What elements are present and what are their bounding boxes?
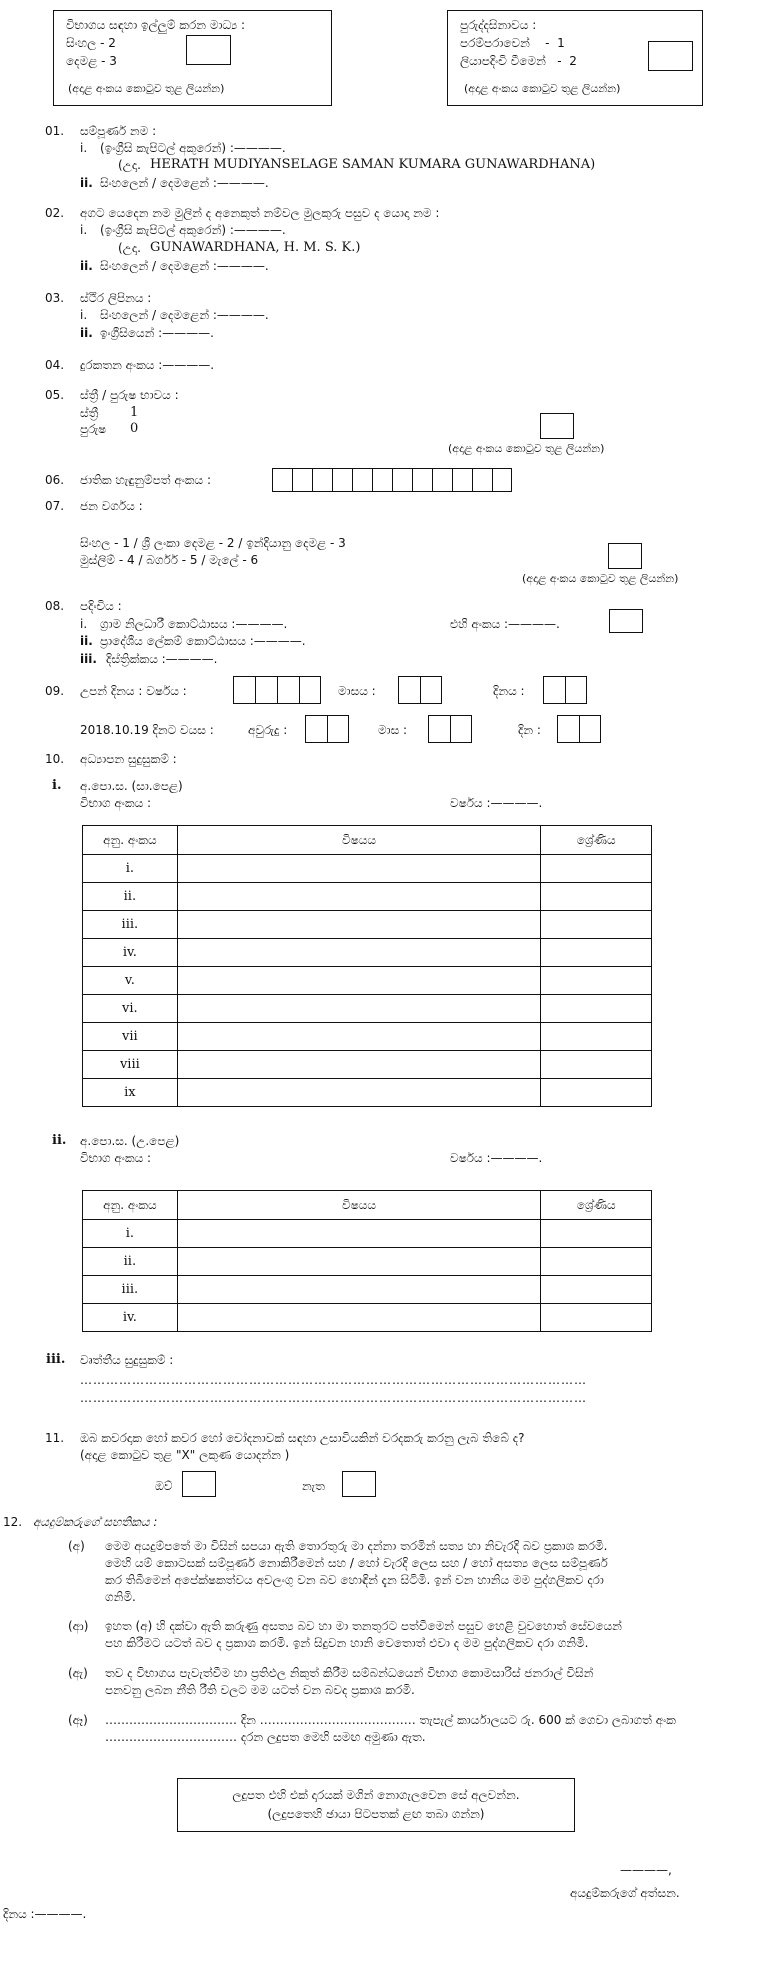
- q09-month-label: මාසය :: [338, 684, 376, 698]
- q12-a-line-3: කර තිබීමෙන් අපේක්ෂකත්වය අවලංගු වන බව හොඳින් දැන සිටිමි. ඉන් වන හානිය මම පුද්ගලිකව දරා: [105, 1573, 604, 1587]
- q01-i-text[interactable]: (ඉංග්‍රීසි කැපිටල් අකුරෙන්) :————.: [100, 141, 286, 155]
- q05-female-label: ස්ත්‍රී: [80, 406, 99, 420]
- table-row: [83, 1248, 652, 1276]
- q05-input-box[interactable]: [540, 413, 574, 439]
- al-results-table: [82, 1190, 652, 1332]
- q02-ii-mark: ii.: [80, 259, 93, 273]
- ol-grade-cell[interactable]: [541, 939, 652, 967]
- al-row-serial: iii.: [83, 1276, 178, 1304]
- al-grade-cell[interactable]: [541, 1276, 652, 1304]
- ol-subject-cell[interactable]: [177, 911, 541, 939]
- q12-a-mark: (අ): [68, 1539, 85, 1553]
- ol-row-serial: ix: [83, 1079, 178, 1107]
- ol-grade-cell[interactable]: [541, 995, 652, 1023]
- ol-subject-cell[interactable]: [177, 1079, 541, 1107]
- q10-prof-label: වෘත්තීය සුදුසුකම් :: [80, 1353, 174, 1367]
- ol-subject-cell[interactable]: [177, 1051, 541, 1079]
- ol-results-table: [82, 825, 652, 1107]
- q08-iii-text[interactable]: දිස්ත්‍රික්කය :————.: [106, 652, 218, 666]
- ol-row-serial: iv.: [83, 939, 178, 967]
- ol-subject-cell[interactable]: [177, 995, 541, 1023]
- al-subject-cell[interactable]: [177, 1304, 541, 1332]
- q10-ol-title: අ.පො.ස. (සා.පෙළ): [80, 779, 183, 793]
- q09-day-label: දිනය :: [493, 684, 525, 698]
- q10-prof-dots-2[interactable]: ………………………………………………………………………………………………………: [80, 1391, 587, 1405]
- medium-option-tamil: දෙමළ - 3: [66, 54, 117, 68]
- q05-number: 05.: [45, 388, 65, 402]
- q08-label: පදිංචිය :: [80, 599, 122, 613]
- al-grade-cell[interactable]: [541, 1304, 652, 1332]
- q02-ii-text[interactable]: සිංහලෙන් / දෙමළෙන් :————.: [100, 259, 269, 273]
- q12-b-line-1: ඉහත (අ) හි දක්වා ඇති කරුණු අසත්‍ය බව හා මා තනතුරට පත්වීමෙන් පසුව හෙළි වුවහොත් සේවයෙන්: [105, 1619, 622, 1633]
- q08-iii-mark: iii.: [80, 652, 97, 666]
- ol-subject-cell[interactable]: [177, 855, 541, 883]
- q05-label: ස්ත්‍රී / පුරුෂ භාවය :: [80, 388, 179, 402]
- ol-grade-cell[interactable]: [541, 911, 652, 939]
- q12-d-line-2[interactable]: …………………………… දරන ලදුපත මෙහි සමඟ අමුණා ඇත.: [105, 1730, 426, 1744]
- al-subject-cell[interactable]: [177, 1276, 541, 1304]
- table-row: [83, 855, 652, 883]
- q06-number: 06.: [45, 473, 65, 487]
- q08-i-code[interactable]: එහි අංකය :————.: [450, 617, 560, 631]
- ol-row-serial: iii.: [83, 911, 178, 939]
- q07-number: 07.: [45, 499, 65, 513]
- q09-years-boxes[interactable]: [305, 715, 349, 743]
- ol-row-serial: ii.: [83, 883, 178, 911]
- ol-row-serial: v.: [83, 967, 178, 995]
- al-col-subject: විෂයය: [177, 1191, 541, 1220]
- q01-example-value: HERATH MUDIYANSELAGE SAMAN KUMARA GUNAWARDHANA): [150, 157, 596, 172]
- al-subject-cell[interactable]: [177, 1220, 541, 1248]
- receipt-line-2: (ලදුපතෙහි ඡායා පිටපතක් ළඟ තබා ගන්න): [267, 1807, 485, 1821]
- q10-al-mark: ii.: [52, 1133, 67, 1148]
- q08-number: 08.: [45, 599, 65, 613]
- receipt-box: [177, 1778, 575, 1832]
- q10-number: 10.: [45, 752, 65, 766]
- q03-i-mark: i.: [80, 308, 88, 322]
- q01-i-mark: i.: [80, 141, 88, 155]
- q08-ii-text[interactable]: ප්‍රාදේශීය ලේකම් කොට්ඨාසය :————.: [100, 634, 306, 648]
- q10-al-year[interactable]: වර්ෂය :————.: [450, 1151, 543, 1165]
- al-row-serial: iv.: [83, 1304, 178, 1332]
- table-row: [83, 883, 652, 911]
- study-input-box[interactable]: [648, 41, 693, 71]
- q02-number: 02.: [45, 206, 65, 220]
- q11-yes-label: ඔව්: [155, 1479, 173, 1493]
- q10-ol-index: විභාග අංකය :: [80, 796, 152, 810]
- ol-col-subject: විෂයය: [177, 826, 541, 855]
- q05-male-value: 0: [130, 421, 139, 436]
- ol-col-serial: අනු. අංකය: [83, 826, 178, 855]
- q01-number: 01.: [45, 124, 65, 138]
- q02-i-mark: i.: [80, 223, 88, 237]
- q12-d-mark: (ඈ): [68, 1713, 88, 1727]
- q02-label: අගට යෙදෙන නම මුලින් ද අනෙකුත් නම්වල මුලකුරු පසුව ද යොදා නම :: [80, 206, 440, 220]
- q01-ii-text[interactable]: සිංහලෙන් / දෙමළෙන් :————.: [100, 176, 269, 190]
- table-row: [83, 1023, 652, 1051]
- ol-grade-cell[interactable]: [541, 1051, 652, 1079]
- table-row: [83, 1304, 652, 1332]
- q07-note: (අදාළ අංකය කොටුව තුළ ලියන්න): [522, 572, 679, 585]
- q05-note: (අදාළ අංකය කොටුව තුළ ලියන්න): [448, 442, 605, 455]
- signature-line[interactable]: ————,: [620, 1863, 672, 1877]
- ol-grade-cell[interactable]: [541, 1079, 652, 1107]
- q11-sub: (අදාළ කොටුව තුළ "X" ලකුණ යොදන්න ): [80, 1448, 290, 1462]
- q05-female-value: 1: [130, 405, 139, 420]
- medium-note: (අදාළ අංකය කොටුව තුළ ලියන්න): [68, 82, 225, 95]
- q09-number: 09.: [45, 684, 65, 698]
- ol-subject-cell[interactable]: [177, 967, 541, 995]
- ol-row-serial: vii: [83, 1023, 178, 1051]
- table-row: [83, 967, 652, 995]
- ol-subject-cell[interactable]: [177, 939, 541, 967]
- medium-box: [53, 10, 332, 106]
- q12-b-mark: (ආ): [68, 1619, 89, 1633]
- al-grade-cell[interactable]: [541, 1248, 652, 1276]
- study-option-1: පරම්පරාවෙන් - 1: [460, 36, 565, 50]
- q02-example-value: GUNAWARDHANA, H. M. S. K.): [150, 240, 361, 255]
- table-row: [83, 1220, 652, 1248]
- q06-label: ජාතික හැඳුනුම්පත් අංකය :: [80, 473, 212, 487]
- al-subject-cell[interactable]: [177, 1248, 541, 1276]
- study-box: [447, 10, 703, 106]
- table-row: [83, 1079, 652, 1107]
- q08-i-text[interactable]: ග්‍රාම නිලධාරී කොට්ඨාසය :————.: [100, 617, 288, 631]
- q09-months-label: මාස :: [378, 723, 408, 737]
- q09-years-label: අවුරුදු :: [248, 723, 288, 737]
- q10-ol-year[interactable]: වර්ෂය :————.: [450, 796, 543, 810]
- receipt-line-1: ලදුපත එහි එක් දාරයක් මගින් නොගැලවෙන සේ අලවන්න.: [232, 1788, 520, 1802]
- al-grade-cell[interactable]: [541, 1220, 652, 1248]
- ol-subject-cell[interactable]: [177, 883, 541, 911]
- q11-text: ඔබ කවරදාක හෝ කවර හෝ චෝදනාවක් සඳහා උසාවියකින් වරදකරු කරනු ලැබ තිබේ ද?: [80, 1431, 525, 1445]
- table-row: [83, 939, 652, 967]
- q05-male-label: පුරුෂ: [80, 422, 107, 436]
- study-title: පුරුද්දසිනාවය :: [460, 18, 537, 32]
- q03-i-text[interactable]: සිංහලෙන් / දෙමළෙන් :————.: [100, 308, 269, 322]
- ol-grade-cell[interactable]: [541, 883, 652, 911]
- q03-number: 03.: [45, 291, 65, 305]
- ol-grade-cell[interactable]: [541, 967, 652, 995]
- q07-input-box[interactable]: [608, 543, 642, 569]
- q12-a-line-4: ගනිමි.: [105, 1590, 136, 1604]
- q10-al-index: විභාග අංකය :: [80, 1151, 152, 1165]
- medium-option-sinhala: සිංහල - 2: [66, 36, 116, 50]
- q07-label: ජන වර්ගය :: [80, 499, 143, 513]
- study-note: (අදාළ අංකය කොටුව තුළ ලියන්න): [464, 82, 621, 95]
- q12-a-line-2: මෙහි යම් කොටසක් සම්පූර්ණ නොකිරීමෙන් සහ / හෝ වැරදි ලෙස සහ / හෝ අසත්‍ය ලෙස සම්පූර්ණ: [105, 1556, 608, 1570]
- q11-number: 11.: [45, 1431, 65, 1445]
- q12-d-line-1[interactable]: …………………………… දින ………………………………… තැපැල් කාර්යාලයට රු. 600 ක් ගෙවා ලබාගත් අංක: [105, 1713, 676, 1727]
- ol-grade-cell[interactable]: [541, 855, 652, 883]
- q08-i-mark: i.: [80, 617, 88, 631]
- medium-input-box[interactable]: [186, 35, 231, 65]
- q06-nic-boxes[interactable]: [272, 468, 512, 492]
- q04-number: 04.: [45, 358, 65, 372]
- q10-al-title: අ.පො.ස. (උ.පෙළ): [80, 1134, 180, 1148]
- q11-no-box[interactable]: [342, 1471, 376, 1497]
- al-row-serial: ii.: [83, 1248, 178, 1276]
- date-label[interactable]: දිනය :————.: [3, 1907, 87, 1921]
- q12-a-line-1: මෙම අයදුම්පතේ මා විසින් සපයා ඇති තොරතුරු මා දන්නා තරමින් සත්‍ය හා නිවැරදි බව ප්‍රකාශ කරමි.: [105, 1539, 608, 1553]
- q09-month-boxes[interactable]: [398, 676, 442, 704]
- q09-day-boxes[interactable]: [543, 676, 587, 704]
- study-option-2: ලියාපදිංචි වීමෙන් - 2: [460, 54, 577, 68]
- ol-grade-cell[interactable]: [541, 1023, 652, 1051]
- q02-i-text[interactable]: (ඉංග්‍රීසි කැපිටල් අකුරෙන්) :————.: [100, 223, 286, 237]
- q10-label: අධ්‍යාපන සුදුසුකම් :: [80, 752, 177, 766]
- table-row: [83, 911, 652, 939]
- ol-row-serial: i.: [83, 855, 178, 883]
- q09-age-label: 2018.10.19 දිනට වයස :: [80, 723, 214, 737]
- medium-title: විභාගය සඳහා ඉල්ලුම් කරන මාධ්‍ය :: [66, 18, 246, 32]
- q12-label: අයදුම්කරුගේ සහතිකය :: [33, 1515, 158, 1529]
- q07-line1: සිංහල - 1 / ශ්‍රී ලංකා දෙමළ - 2 / ඉන්දියානු දෙමළ - 3: [80, 536, 346, 550]
- q12-c-line-2: පනවනු ලබන නීති රීති වලට මම යටත් වන බවද ප්‍රකාශ කරමි.: [105, 1683, 415, 1697]
- q03-label: ස්ථිර ලිපිනය :: [80, 291, 152, 305]
- ol-col-grade: ශ්‍රේණිය: [541, 826, 652, 855]
- q09-year-boxes[interactable]: [233, 676, 321, 704]
- q08-code-box[interactable]: [609, 609, 643, 633]
- q01-example-prefix: (උදා.: [118, 158, 141, 172]
- ol-table-header: [83, 826, 652, 855]
- q12-c-mark: (ඇ): [68, 1666, 88, 1680]
- ol-subject-cell[interactable]: [177, 1023, 541, 1051]
- table-row: [83, 995, 652, 1023]
- al-col-serial: අනු. අංකය: [83, 1191, 178, 1220]
- q09-days-label: දින :: [518, 723, 541, 737]
- al-row-serial: i.: [83, 1220, 178, 1248]
- al-table-header: [83, 1191, 652, 1220]
- table-row: [83, 1051, 652, 1079]
- table-row: [83, 1276, 652, 1304]
- signature-label: අයදුම්කරුගේ අත්සන.: [570, 1886, 680, 1900]
- ol-row-serial: vi.: [83, 995, 178, 1023]
- q09-label: උපන් දිනය : වර්ෂය :: [80, 684, 187, 698]
- q07-line2: මුස්ලිම් - 4 / බර්ගර් - 5 / මැලේ - 6: [80, 553, 259, 567]
- q02-example-prefix: (උදා.: [118, 241, 141, 255]
- q08-ii-mark: ii.: [80, 634, 93, 648]
- ol-row-serial: viii: [83, 1051, 178, 1079]
- q09-months-boxes[interactable]: [428, 715, 472, 743]
- q11-yes-box[interactable]: [182, 1471, 216, 1497]
- q11-no-label: නැත: [302, 1479, 325, 1493]
- q12-number: 12.: [3, 1515, 23, 1529]
- q12-b-line-2: පහ කිරීමට යටත් බව ද ප්‍රකාශ කරමි. ඉන් සිදුවන හානි වෙතොත් එවා ද මම පුද්ගලිකව දරා ගනිමි.: [105, 1636, 589, 1650]
- al-col-grade: ශ්‍රේණිය: [541, 1191, 652, 1220]
- q09-days-boxes[interactable]: [557, 715, 601, 743]
- q03-ii-mark: ii.: [80, 326, 93, 340]
- q03-ii-text[interactable]: ඉංග්‍රීසියෙන් :————.: [100, 326, 214, 340]
- q10-prof-dots-1[interactable]: ………………………………………………………………………………………………………: [80, 1373, 587, 1387]
- q01-label: සම්පූර්ණ නම :: [80, 124, 157, 138]
- q01-ii-mark: ii.: [80, 176, 93, 190]
- q12-c-line-1: තව ද විභාගය පැවැත්වීම හා ප්‍රතිඵල නිකුත් කිරීම සම්බන්ධයෙන් විභාග කොමසාරිස් ජනරාල් විසින්: [105, 1666, 594, 1680]
- q10-ol-mark: i.: [52, 778, 62, 793]
- q10-prof-mark: iii.: [46, 1352, 66, 1367]
- q04-label[interactable]: දුරකතන අංකය :————.: [80, 358, 215, 372]
